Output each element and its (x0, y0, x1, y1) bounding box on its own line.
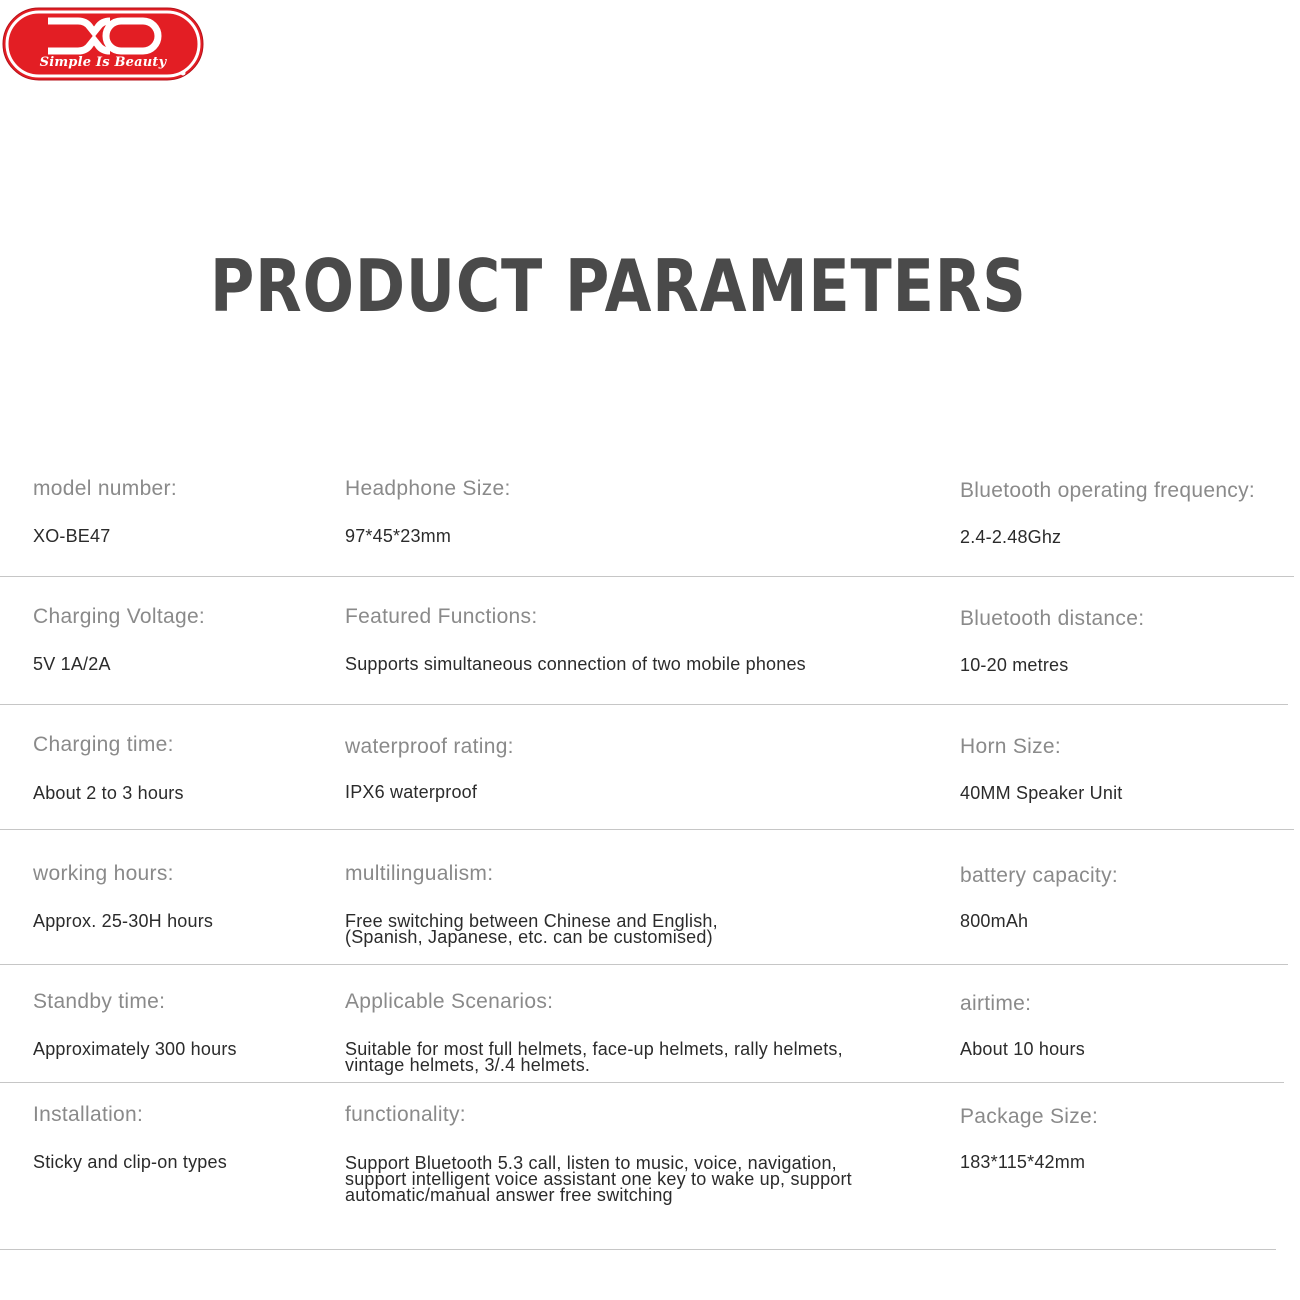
row-divider (0, 704, 1288, 705)
param-label: Standby time: (33, 990, 166, 1013)
param-value: Sticky and clip-on types (33, 1152, 227, 1172)
row-divider (0, 829, 1294, 830)
param-value: 2.4-2.48Ghz (960, 527, 1062, 547)
param-label: waterproof rating: (345, 735, 514, 758)
param-value: 97*45*23mm (345, 526, 452, 546)
param-label: Horn Size: (960, 735, 1062, 758)
param-value: 183*115*42mm (960, 1152, 1086, 1172)
row-divider (0, 1249, 1276, 1250)
param-value: 800mAh (960, 911, 1029, 931)
param-label: battery capacity: (960, 864, 1119, 887)
row-divider (0, 964, 1288, 965)
param-label: airtime: (960, 992, 1032, 1015)
param-label: Charging Voltage: (33, 605, 206, 628)
param-label: Applicable Scenarios: (345, 990, 554, 1013)
param-value: Supports simultaneous connection of two mobile phones (345, 654, 806, 674)
param-label: Headphone Size: (345, 477, 511, 500)
param-label: functionality: (345, 1103, 466, 1126)
param-value: Suitable for most full helmets, face-up helmets, rally helmets, vintage helmets, 3/.4 helmets. (345, 1039, 843, 1075)
row-divider (0, 576, 1294, 577)
param-label: working hours: (33, 862, 174, 885)
row-divider (0, 1082, 1284, 1083)
page-title: PRODUCT PARAMETERS (210, 244, 1027, 328)
param-label: Charging time: (33, 733, 174, 756)
param-label: Bluetooth operating frequency: (960, 479, 1256, 502)
param-label: Featured Functions: (345, 605, 538, 628)
brand-logo (2, 7, 204, 81)
param-value: About 2 to 3 hours (33, 783, 184, 803)
param-value: About 10 hours (960, 1039, 1085, 1059)
param-label: model number: (33, 477, 177, 500)
param-value: XO-BE47 (33, 526, 111, 546)
param-value: Approximately 300 hours (33, 1039, 237, 1059)
brand-tagline: Simple Is Beauty (39, 55, 167, 70)
param-label: multilingualism: (345, 862, 494, 885)
param-label: Installation: (33, 1103, 144, 1126)
param-value: Approx. 25-30H hours (33, 911, 214, 931)
param-label: Bluetooth distance: (960, 607, 1145, 630)
param-value: 10-20 metres (960, 655, 1069, 675)
param-label: Package Size: (960, 1105, 1099, 1128)
param-value: Free switching between Chinese and English, (Spanish, Japanese, etc. can be customised) (345, 911, 718, 947)
param-value: Support Bluetooth 5.3 call, listen to music, voice, navigation, support intelligent voice assistant one key to wake up, support automatic/manual answer free switching (345, 1153, 852, 1205)
param-value: IPX6 waterproof (345, 782, 478, 802)
param-value: 40MM Speaker Unit (960, 783, 1123, 803)
param-value: 5V 1A/2A (33, 654, 111, 674)
